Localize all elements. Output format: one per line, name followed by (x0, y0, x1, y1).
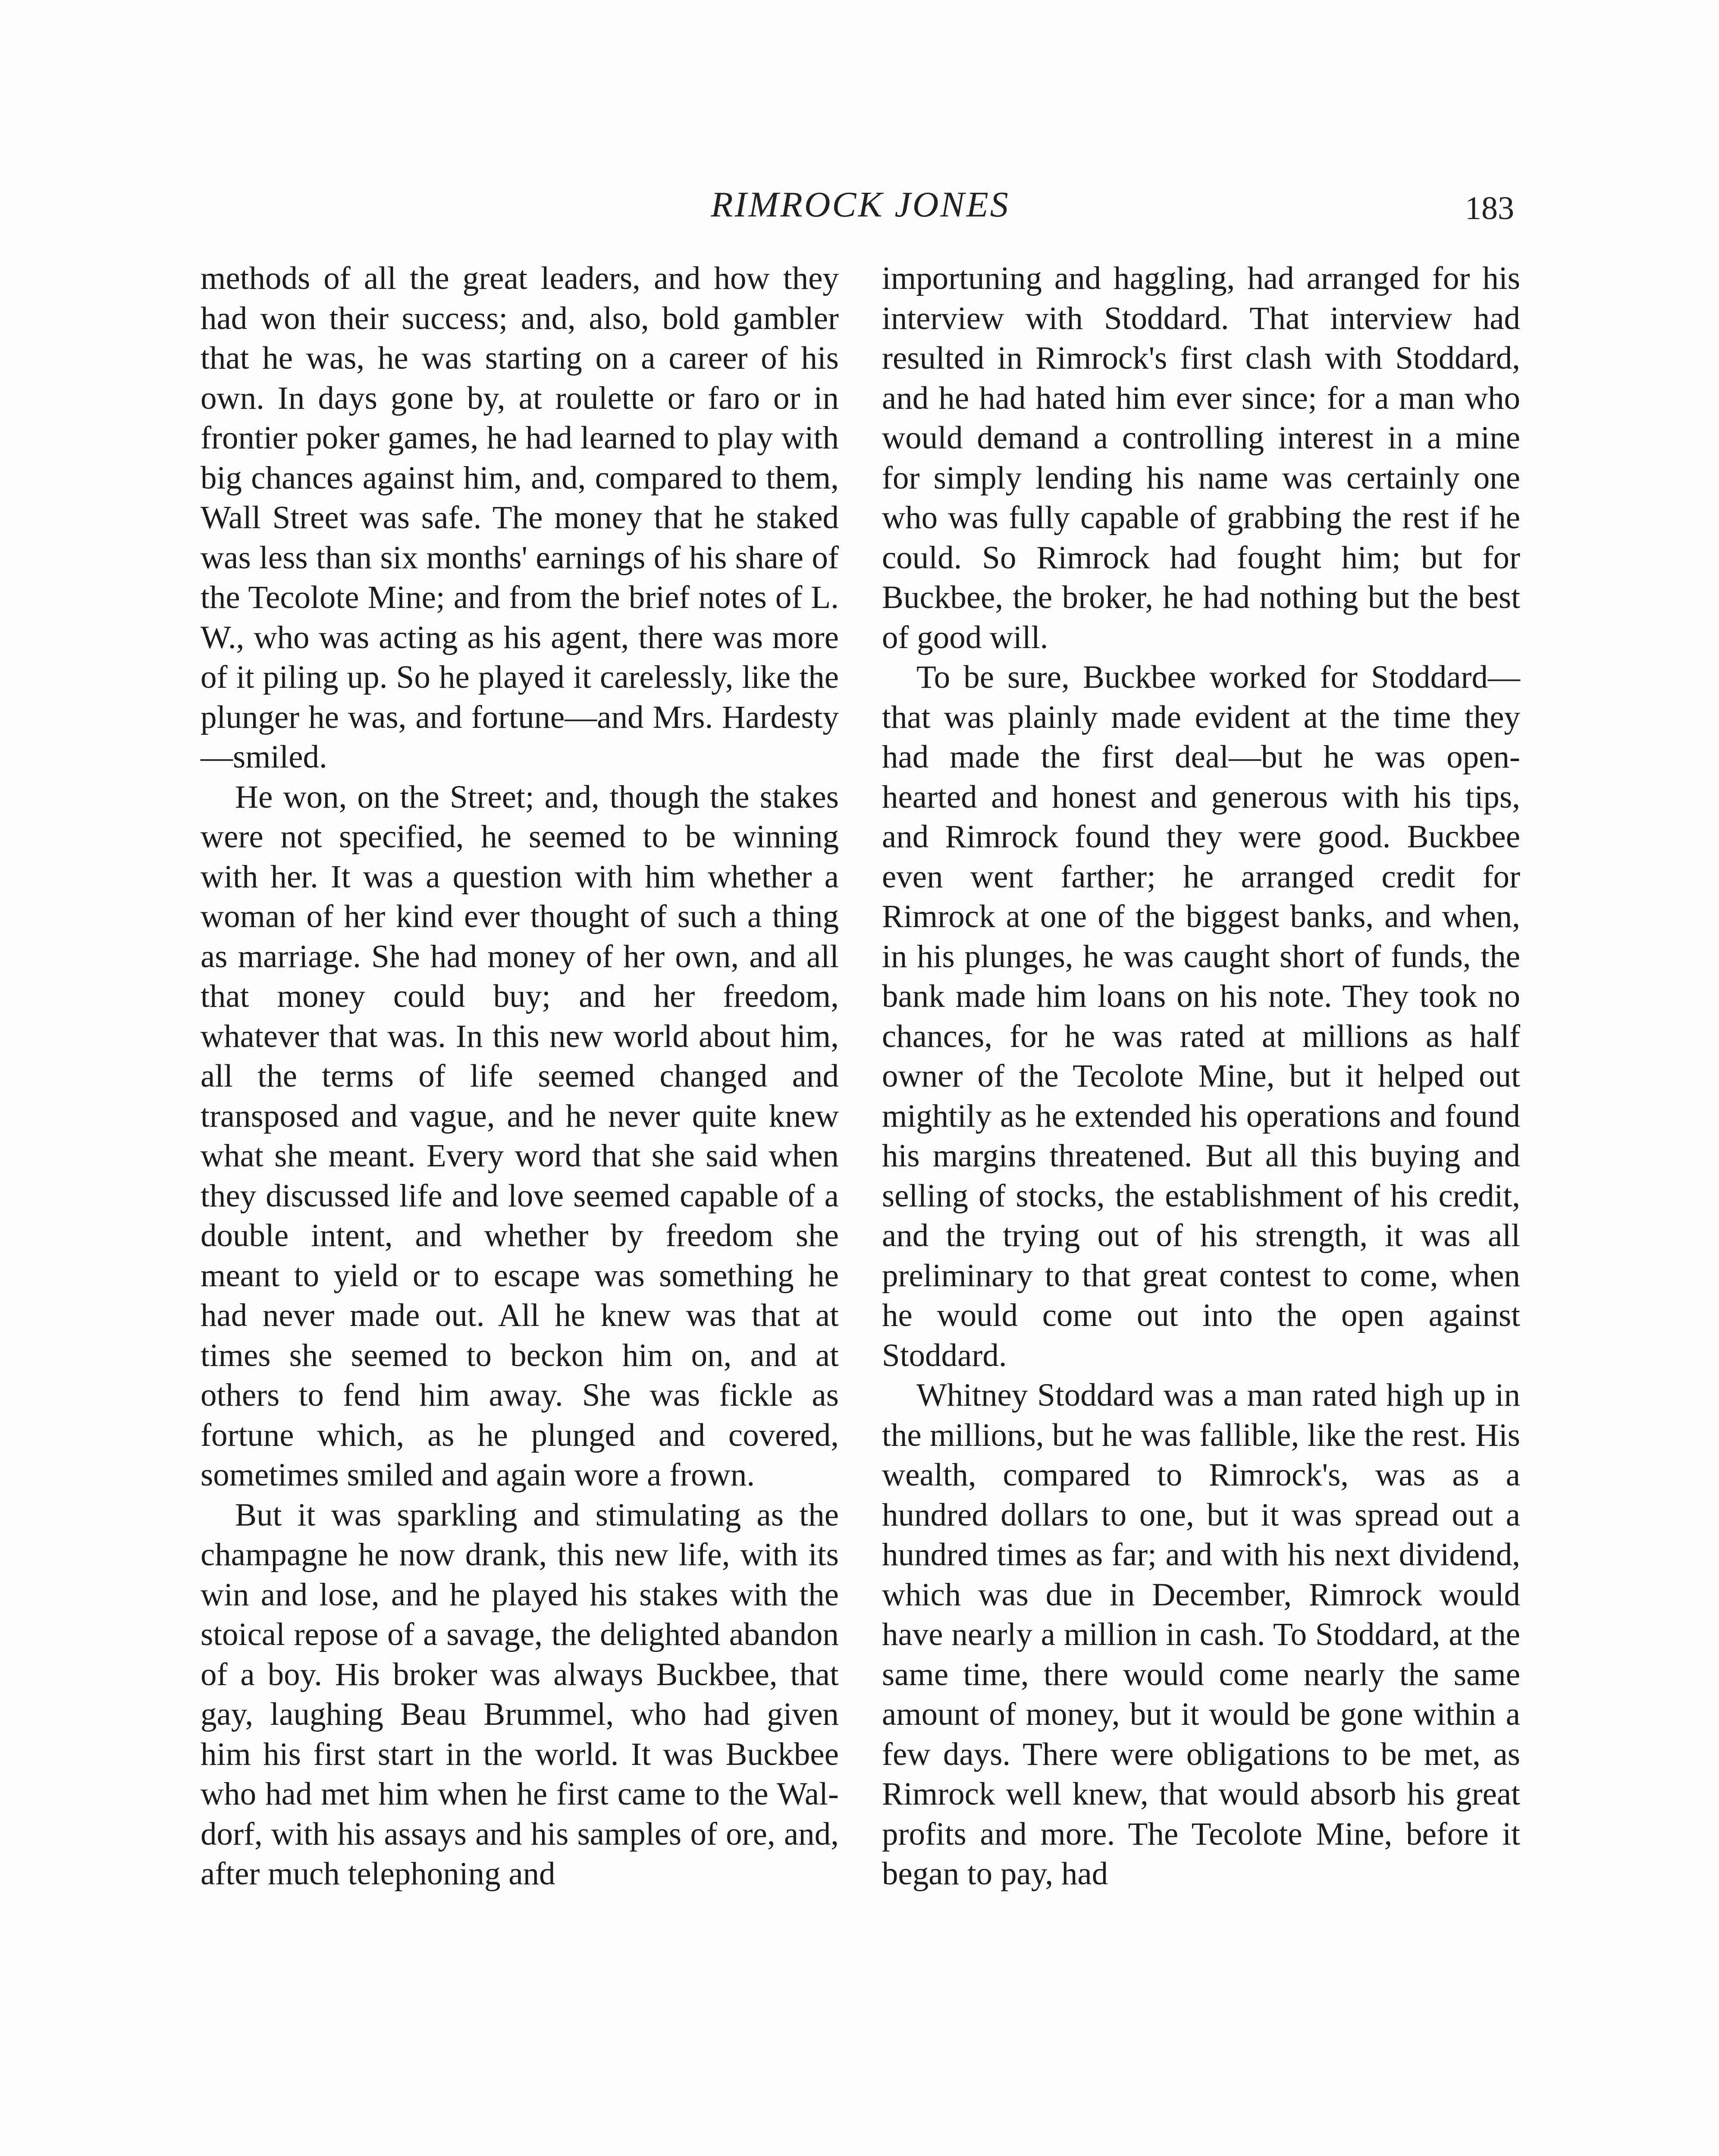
paragraph: He won, on the Street; and, though the stakes were not specified, he seemed to be winning with her. It was a question with him whether a woman of her kind ever thought of such a thing as marriage. She had money of her own, and all that money could buy; and her freedom, whatever that was. In this new world about him, all the terms of life seemed changed and transposed and vague, and he never quite knew what she meant. Every word that she said when they discussed life and love seemed capable of a double intent, and whether by freedom she meant to yield or to escape was something he had never made out. All he knew was that at times she seemed to beckon him on, and at others to fend him away. She was fickle as fortune which, as he plunged and covered, sometimes smiled and again wore a frown. (201, 779, 839, 1493)
paragraph: methods of all the great leaders, and how they had won their success; and, also, bold gambler that he was, he was starting on a career of his own. In days gone by, at roulette or faro or in frontier poker games, he had learned to play with big chances against him, and, compared to them, Wall Street was safe. The money that he staked was less than six months' earnings of his share of the Tecolote Mine; and from the brief notes of L. W., who was acting as his agent, there was more of it piling up. So he played it carelessly, like the plunger he was, and fortune—and Mrs. Hardesty—smiled. (201, 260, 839, 775)
page-number: 183 (1465, 190, 1514, 226)
left-column (201, 259, 839, 1894)
paragraph: But it was sparkling and stimulating as the champagne he now drank, this new life, with its win and lose, and he played his stakes with the stoical repose of a savage, the delighted abandon of a boy. His broker was always Buckbee, that gay, laughing Beau Brummel, who had given him his first start in the world. It was Buckbee who had met him when he first came to the Waldorf, with his assays and his samples of ore, and, after much telephoning and (201, 1497, 839, 1892)
running-head (0, 179, 1719, 231)
paragraph: Whitney Stoddard was a man rated high up in the millions, but he was fallible, like the rest. His wealth, compared to Rimrock's, was as a hundred dollars to one, but it was spread out a hundred times as far; and with his next dividend, which was due in December, Rimrock would have nearly a million in cash. To Stoddard, at the same time, there would come nearly the same amount of money, but it would be gone within a few days. There were obligations to be met, as Rimrock well knew, that would absorb his great profits and more. The Tecolote Mine, before it began to pay, had (882, 1377, 1520, 1892)
running-title: RIMROCK JONES (711, 185, 1010, 225)
right-column (882, 259, 1520, 1894)
paragraph: To be sure, Buckbee worked for Stoddard—that was plainly made evident at the time they had made the first deal—but he was open-hearted and honest and generous with his tips, and Rimrock found they were good. Buckbee even went farther; he arranged credit for Rimrock at one of the biggest banks, and when, in his plunges, he was caught short of funds, the bank made him loans on his note. They took no chances, for he was rated at millions as half owner of the Tecolote Mine, but it helped out mightily as he extended his operations and found his margins threatened. But all this buying and selling of stocks, the establishment of his credit, and the trying out of his strength, it was all preliminary to that great contest to come, when he would come out into the open against Stoddard. (882, 659, 1520, 1373)
paragraph: importuning and haggling, had arranged for his interview with Stoddard. That interview had resulted in Rimrock's first clash with Stoddard, and he had hated him ever since; for a man who would demand a controlling interest in a mine for simply lending his name was certainly one who was fully capable of grabbing the rest if he could. So Rimrock had fought him; but for Buckbee, the broker, he had nothing but the best of good will. (882, 260, 1520, 655)
